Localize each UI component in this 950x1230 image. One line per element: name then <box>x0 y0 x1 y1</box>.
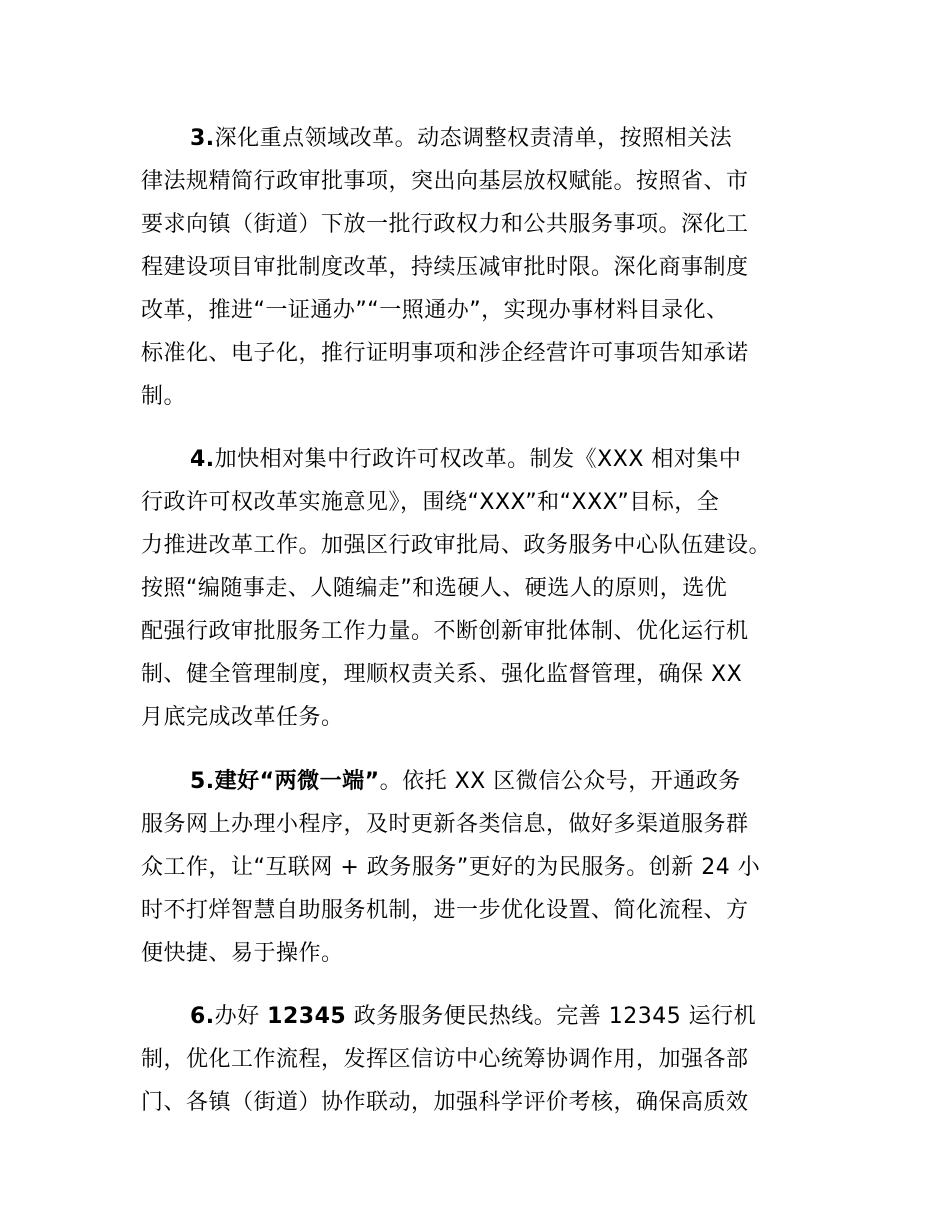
item-number: 3. <box>190 126 215 151</box>
paragraph-3-line-5: 改革，推进“一证通办”“一照通办”，实现办事材料目录化、 <box>141 298 729 323</box>
paragraph-3-line-1 <box>190 125 732 153</box>
paragraph-4-line-6: 制、健全管理制度，理顺权责关系、强化监督管理，确保 XX <box>141 662 743 687</box>
item-number: 6. <box>190 1004 215 1029</box>
item-number: 5. <box>190 769 215 794</box>
paragraph-5-line-4: 时不打烊智慧自助服务机制，进一步优化设置、简化流程、方 <box>141 898 749 923</box>
line-prefix: 办好 <box>214 1004 268 1029</box>
paragraph-4-line-2: 行政许可权改革实施意见》，围绕“XXX”和“XXX”目标，全 <box>141 490 720 515</box>
paragraph-6-line-1 <box>190 1003 756 1031</box>
paragraph-3-line-4: 程建设项目审批制度改革，持续压减审批时限。深化商事制度 <box>141 255 749 280</box>
paragraph-5-line-3: 众工作，让“互联网 + 政务服务”更好的为民服务。创新 24 小 <box>141 855 761 880</box>
paragraph-4-line-3: 力推进改革工作。加强区行政审批局、政务服务中心队伍建设。 <box>141 533 772 558</box>
paragraph-3-line-7: 制。 <box>141 384 187 409</box>
item-number: 4. <box>190 447 215 472</box>
line-text: 政务服务便民热线。完善 12345 运行机 <box>346 1004 757 1029</box>
line-text: 深化重点领域改革。动态调整权责清单，按照相关法 <box>214 126 733 151</box>
line-text: 。依托 XX 区微信公众号，开通政务 <box>379 769 741 794</box>
paragraph-4-line-5: 配强行政审批服务工作力量。不断创新审批体制、优化运行机 <box>141 619 749 644</box>
paragraph-6-line-3: 门、各镇（街道）协作联动，加强科学评价考核，确保高质效 <box>141 1090 749 1115</box>
paragraph-5-line-1 <box>190 768 741 796</box>
line-text: 加快相对集中行政许可权改革。制发《XXX 相对集中 <box>214 447 742 472</box>
paragraph-6-line-2: 制，优化工作流程，发挥区信访中心统筹协调作用，加强各部 <box>141 1047 749 1072</box>
paragraph-3-line-2: 律法规精简行政审批事项，突出向基层放权赋能。按照省、市 <box>141 169 749 194</box>
bold-heading: 建好“两微一端” <box>214 769 380 794</box>
paragraph-4-line-4: 按照“编随事走、人随编走”和选硬人、硬选人的原则，选优 <box>141 576 728 601</box>
paragraph-4-line-7: 月底完成改革任务。 <box>141 705 344 730</box>
paragraph-5-line-5: 便快捷、易于操作。 <box>141 941 344 966</box>
paragraph-5-line-2: 服务网上办理小程序，及时更新各类信息，做好多渠道服务群 <box>141 812 749 837</box>
paragraph-3-line-3: 要求向镇（街道）下放一批行政权力和公共服务事项。深化工 <box>141 212 749 237</box>
bold-hotline: 12345 <box>267 1004 347 1029</box>
paragraph-4-line-1 <box>190 446 741 474</box>
paragraph-3-line-6: 标准化、电子化，推行证明事项和涉企经营许可事项告知承诺 <box>141 341 749 366</box>
